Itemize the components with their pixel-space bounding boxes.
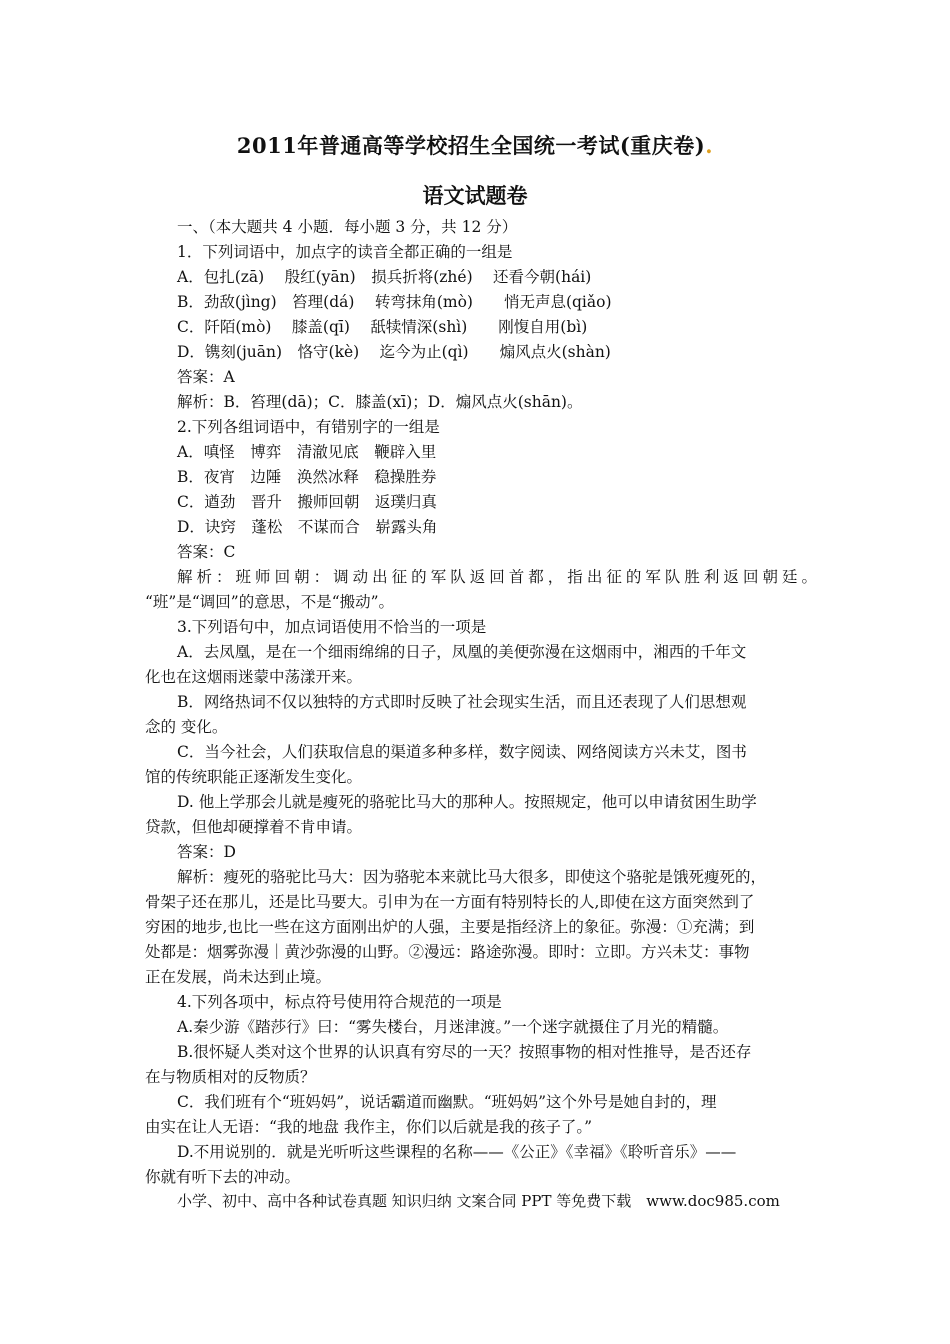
question-1: 1．下列词语中，加点字的读音全都正确的一组是	[177, 243, 513, 261]
q3-analysis: 解析：瘦死的骆驼比马大：因为骆驼本来就比马大很多，即使这个骆驼是饿死瘦死的，	[177, 868, 767, 886]
q3-answer: 答案：D	[177, 843, 236, 861]
q2-answer: 答案：C	[177, 543, 236, 561]
q3-analysis-cont-3: 处都是：烟雾弥漫｜黄沙弥漫的山野。②漫远：路途弥漫。即时：立即。方兴未艾：事物	[145, 943, 750, 961]
q3-option-c: C．当今社会，人们获取信息的渠道多种多样，数字阅读、网络阅读方兴未艾，图书	[177, 743, 747, 761]
question-2: 2.下列各组词语中，有错别字的一组是	[177, 418, 440, 436]
q1-option-d: D．镌刻(juān) 恪守(kè) 迄今为止(qì) 煽风点火(shàn)	[177, 343, 611, 361]
q2-option-d: D．诀窍 蓬松 不谋而合 崭露头角	[177, 518, 438, 536]
title-mark: .	[705, 133, 714, 158]
q1-answer: 答案：A	[177, 368, 235, 386]
question-3: 3.下列语句中，加点词语使用不恰当的一项是	[177, 618, 487, 636]
q4-option-d-cont: 你就有听下去的冲动。	[145, 1168, 301, 1186]
q2-option-c: C．遒劲 晋升 搬师回朝 返璞归真	[177, 493, 437, 511]
q3-option-c-cont: 馆的传统职能正逐渐发生变化。	[145, 768, 363, 786]
q1-option-a: A．包扎(zā) 殷红(yān) 损兵折将(zhé) 还看今朝(hái)	[177, 268, 592, 286]
q2-analysis: 解析：班师回朝：调动出征的军队返回首都，指出征的军队胜利返回朝廷。	[177, 568, 817, 586]
q1-option-b: B．劲敌(jìng) 笞理(dá) 转弯抹角(mò) 悄无声息(qiǎo)	[177, 293, 612, 311]
q2-analysis-cont: “班”是“调回”的意思，不是“搬动”。	[145, 593, 395, 611]
q1-option-c: C．阡陌(mò) 膝盖(qī) 舐犊情深(shì) 刚愎自用(bì)	[177, 318, 588, 336]
q3-option-d-cont: 贷款，但他却硬撑着不肯申请。	[145, 818, 363, 836]
exam-title: 2011年普通高等学校招生全国统一考试(重庆卷).	[236, 133, 714, 158]
q4-option-d: D.不用说别的．就是光听听这些课程的名称——《公正》《幸福》《聆听音乐》——	[177, 1143, 737, 1161]
q3-option-b-cont: 念的 变化。	[145, 718, 228, 736]
exam-subtitle: 语文试题卷	[422, 183, 528, 208]
q4-option-c-cont: 由实在让人无语：“我的地盘 我作主，你们以后就是我的孩子了。”	[145, 1118, 593, 1136]
q2-option-a: A．嗔怪 博弈 清澈见底 鞭辟入里	[177, 443, 437, 461]
q2-option-b: B．夜宵 边陲 涣然冰释 稳操胜券	[177, 468, 437, 486]
question-4: 4.下列各项中，标点符号使用符合规范的一项是	[177, 993, 502, 1011]
q3-option-d: D. 他上学那会儿就是瘦死的骆驼比马大的那种人。按照规定，他可以申请贫困生助学	[177, 793, 757, 811]
q3-option-b: B．网络热词不仅以独特的方式即时反映了社会现实生活，而且还表现了人们思想观	[177, 693, 747, 711]
q4-option-a: A.秦少游《踏莎行》曰：“雾失楼台，月迷津渡。”一个迷字就摄住了月光的精髓。	[177, 1018, 729, 1036]
q3-analysis-cont-4: 正在发展，尚未达到止境。	[145, 968, 332, 986]
q4-option-b: B.很怀疑人类对这个世界的认识真有穷尽的一天？按照事物的相对性推导，是否还存	[177, 1043, 752, 1061]
q1-analysis: 解析：B．笞理(dā)；C．膝盖(xī)；D．煽风点火(shān)。	[177, 393, 583, 411]
q3-analysis-cont-2: 穷困的地步,也比一些在这方面刚出炉的人强，主要是指经济上的象征。弥漫：①充满；到	[145, 918, 755, 936]
q3-option-a-cont: 化也在这烟雨迷蒙中荡漾开来。	[145, 668, 363, 686]
q4-option-b-cont: 在与物质相对的反物质？	[145, 1068, 316, 1086]
q3-option-a: A．去凤凰，是在一个细雨绵绵的日子，凤凰的美便弥漫在这烟雨中，湘西的千年文	[177, 643, 747, 661]
q4-option-c: C．我们班有个“班妈妈”，说话霸道而幽默。“班妈妈”这个外号是她自封的，理	[177, 1093, 717, 1111]
q3-analysis-cont-1: 骨架子还在那儿，还是比马要大。引申为在一方面有特别特长的人,即使在这方面突然到了	[145, 893, 755, 911]
footer-note: 小学、初中、高中各种试卷真题 知识归纳 文案合同 PPT 等免费下载 www.doc985.com	[177, 1192, 780, 1210]
section-heading: 一、（本大题共 4 小题．每小题 3 分，共 12 分）	[177, 218, 518, 236]
